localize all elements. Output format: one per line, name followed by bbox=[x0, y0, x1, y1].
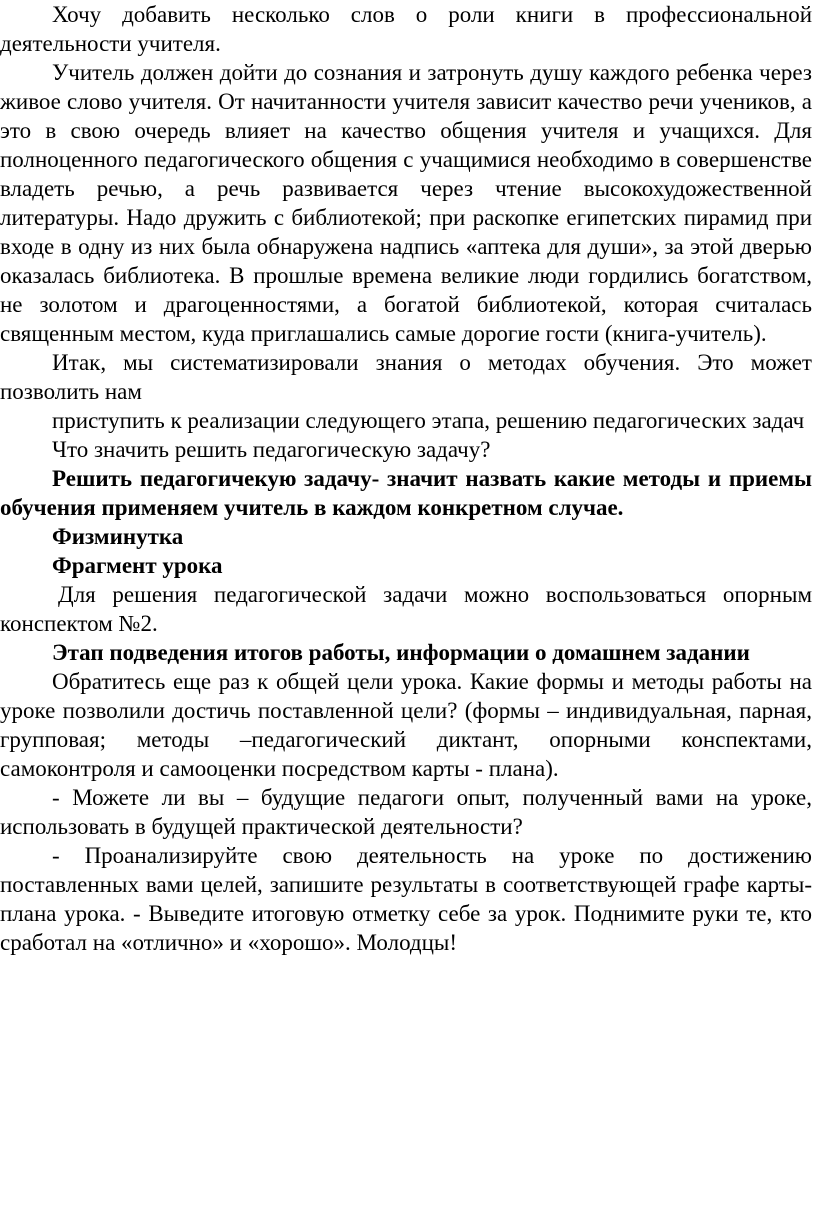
paragraph-next-stage: приступить к реализации следующего этапа, решению педагогических задач bbox=[52, 408, 805, 433]
paragraph-lesson-goal: Обратитесь еще раз к общей цели урока. Какие формы и методы работы на уроке позволили достичь поставленной цели? (формы – индивидуальная, парная, групповая; методы –педагогический диктант, опорными конспектами, самоконтроля и самооценки посредством карты - плана). bbox=[0, 669, 812, 781]
heading-lesson-fragment: Фрагмент урока bbox=[52, 553, 223, 578]
heading-summary-stage: Этап подведения итогов работы, информации о домашнем задании bbox=[52, 640, 750, 665]
paragraph-future-practice: - Можете ли вы – будущие педагоги опыт, полученный вами на уроке, использовать в будущей практической деятельности? bbox=[0, 785, 812, 839]
paragraph-support-notes: Для решения педагогической задачи можно воспользоваться опорным конспектом №2. bbox=[0, 582, 812, 636]
paragraph-question: Что значить решить педагогическую задачу? bbox=[52, 437, 491, 462]
heading-fizminutka: Физминутка bbox=[52, 524, 184, 549]
paragraph-systematize: Итак, мы систематизировали знания о методах обучения. Это может позволить нам bbox=[0, 350, 812, 404]
paragraph-intro: Хочу добавить несколько слов о роли книги в профессиональной деятельности учителя. bbox=[0, 2, 812, 56]
paragraph-analysis: - Проанализируйте свою деятельность на уроке по достижению поставленных вами целей, запишите результаты в соответствующей графе карты-плана урока. - Выведите итоговую отметку себе за урок. Поднимите руки те, кто сработал на «отлично» и «хорошо». Молодцы! bbox=[0, 843, 812, 955]
paragraph-definition-bold: Решить педагогичекую задачу- значит назвать какие методы и приемы обучения применяем учитель в каждом конкретном случае. bbox=[0, 466, 812, 520]
paragraph-teacher-role: Учитель должен дойти до сознания и затронуть душу каждого ребенка через живое слово учителя. От начитанности учителя зависит качество речи учеников, а это в свою очередь влияет на качество общения учителя и учащихся. Для полноценного педагогического общения с учащимися необходимо в совершенстве владеть речью, а речь развивается через чтение высокохудожественной литературы. Надо дружить с библиотекой; при раскопке египетских пирамид при входе в одну из них была обнаружена надпись «аптека для души», за этой дверью оказалась библиотека. В прошлые времена великие люди гордились богатством, не золотом и драгоценностями, а богатой библиотекой, которая считалась священным местом, куда приглашались самые дорогие гости (книга-учитель). bbox=[0, 60, 812, 346]
